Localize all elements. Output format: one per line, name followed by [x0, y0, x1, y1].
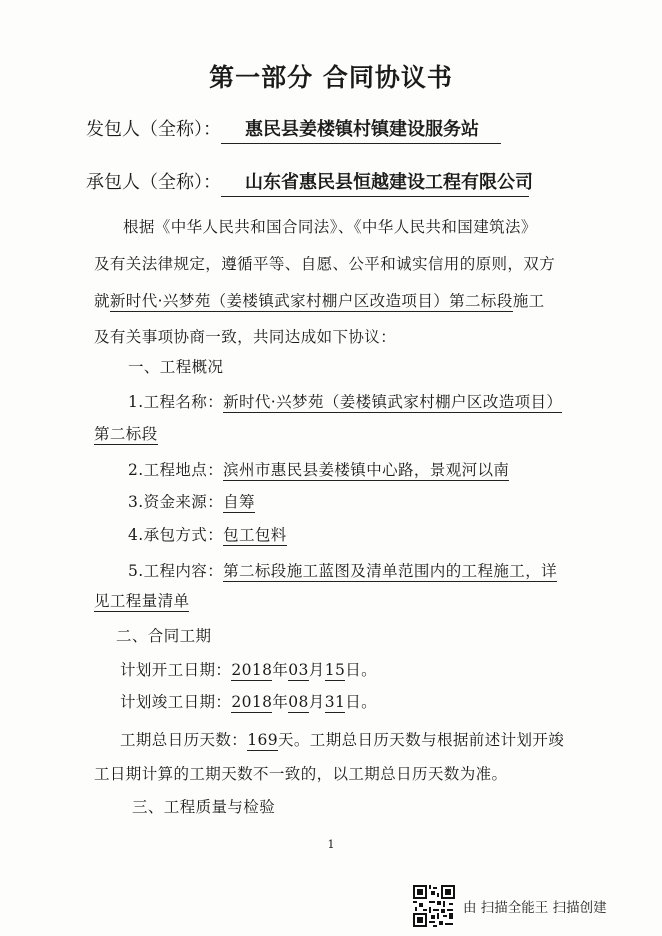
project-name-row-2	[94, 422, 158, 444]
preamble-prefix: 就	[94, 292, 110, 310]
scan-footer-text: 由 扫描全能王 扫描创建	[463, 900, 607, 916]
total-days-value: 169	[247, 731, 278, 749]
section2-heading: 二、合同工期	[116, 627, 212, 645]
funding-value: 自筹	[223, 493, 255, 511]
total-days-suffix: 天。工期总日历天数与根据前述计划开竣	[278, 731, 565, 749]
page-title: 第一部分 合同协议书	[209, 63, 453, 92]
start-day-unit: 日。	[345, 661, 378, 679]
preamble-line-4: 及有关事项协商一致，共同达成如下协议：	[94, 328, 397, 346]
contractor-label: 承包人（全称）：	[86, 172, 221, 193]
page-number: 1	[327, 838, 335, 851]
preamble-suffix: 施工	[512, 292, 545, 310]
preamble-line-1: 根据《中华人民共和国合同法》、《中华人民共和国建筑法》	[123, 218, 537, 236]
end-month: 08	[288, 693, 309, 711]
end-month-unit: 月	[308, 693, 325, 711]
project-name-row	[128, 390, 562, 412]
scan-footer	[413, 884, 607, 928]
start-date-row	[120, 658, 377, 680]
preamble-line-2: 及有关法律规定，遵循平等、自愿、公平和诚实信用的原则，双方	[94, 255, 556, 273]
preamble-project: 新时代·兴梦苑（姜楼镇武家村棚户区改造项目）第二标段	[109, 292, 513, 310]
project-location-row	[128, 458, 509, 480]
contractor-row	[86, 168, 533, 197]
project-name-label: 1.工程名称：	[128, 393, 224, 411]
project-location-label: 2.工程地点：	[128, 461, 224, 479]
end-date-row	[120, 690, 377, 712]
start-date-label: 计划开工日期：	[120, 661, 232, 679]
start-month: 03	[288, 661, 309, 679]
contractor-value: 山东省惠民县恒越建设工程有限公司	[221, 168, 529, 197]
contract-mode-value: 包工包料	[223, 526, 287, 544]
end-year-unit: 年	[272, 693, 289, 711]
contract-mode-label: 4.承包方式：	[128, 526, 224, 544]
project-content-row-2	[94, 589, 189, 611]
total-days-note: 工日期计算的工期天数不一致的，以工期总日历天数为准。	[94, 765, 508, 783]
project-name-value: 新时代·兴梦苑（姜楼镇武家村棚户区改造项目）	[223, 393, 563, 411]
start-day: 15	[324, 661, 346, 679]
project-location-value: 滨州市惠民县姜楼镇中心路，景观河以南	[223, 461, 510, 479]
section3-heading: 三、工程质量与检验	[132, 798, 276, 816]
qr-code-icon	[413, 885, 455, 927]
end-date-label: 计划竣工日期：	[120, 693, 232, 711]
project-name-value-2: 第二标段	[94, 425, 158, 443]
project-content-value: 第二标段施工蓝图及清单范围内的工程施工，详	[223, 562, 557, 580]
employer-value: 惠民县姜楼镇村镇建设服务站	[221, 115, 501, 144]
total-days-label: 工期总日历天数：	[120, 731, 248, 749]
funding-row	[128, 490, 255, 512]
start-month-unit: 月	[308, 661, 325, 679]
employer-row	[86, 115, 501, 144]
project-content-row	[128, 559, 557, 581]
employer-label: 发包人（全称）：	[86, 119, 221, 140]
section1-heading: 一、工程概况	[128, 358, 224, 376]
start-year-unit: 年	[272, 661, 289, 679]
start-year: 2018	[231, 661, 273, 679]
contract-mode-row	[128, 523, 287, 545]
total-days-row	[120, 728, 564, 750]
end-year: 2018	[231, 693, 273, 711]
end-day-unit: 日。	[345, 693, 378, 711]
end-day: 31	[324, 693, 346, 711]
project-content-value-2: 见工程量清单	[94, 592, 190, 610]
preamble-line-3	[94, 289, 545, 311]
project-content-label: 5.工程内容：	[128, 562, 224, 580]
funding-label: 3.资金来源：	[128, 493, 224, 511]
